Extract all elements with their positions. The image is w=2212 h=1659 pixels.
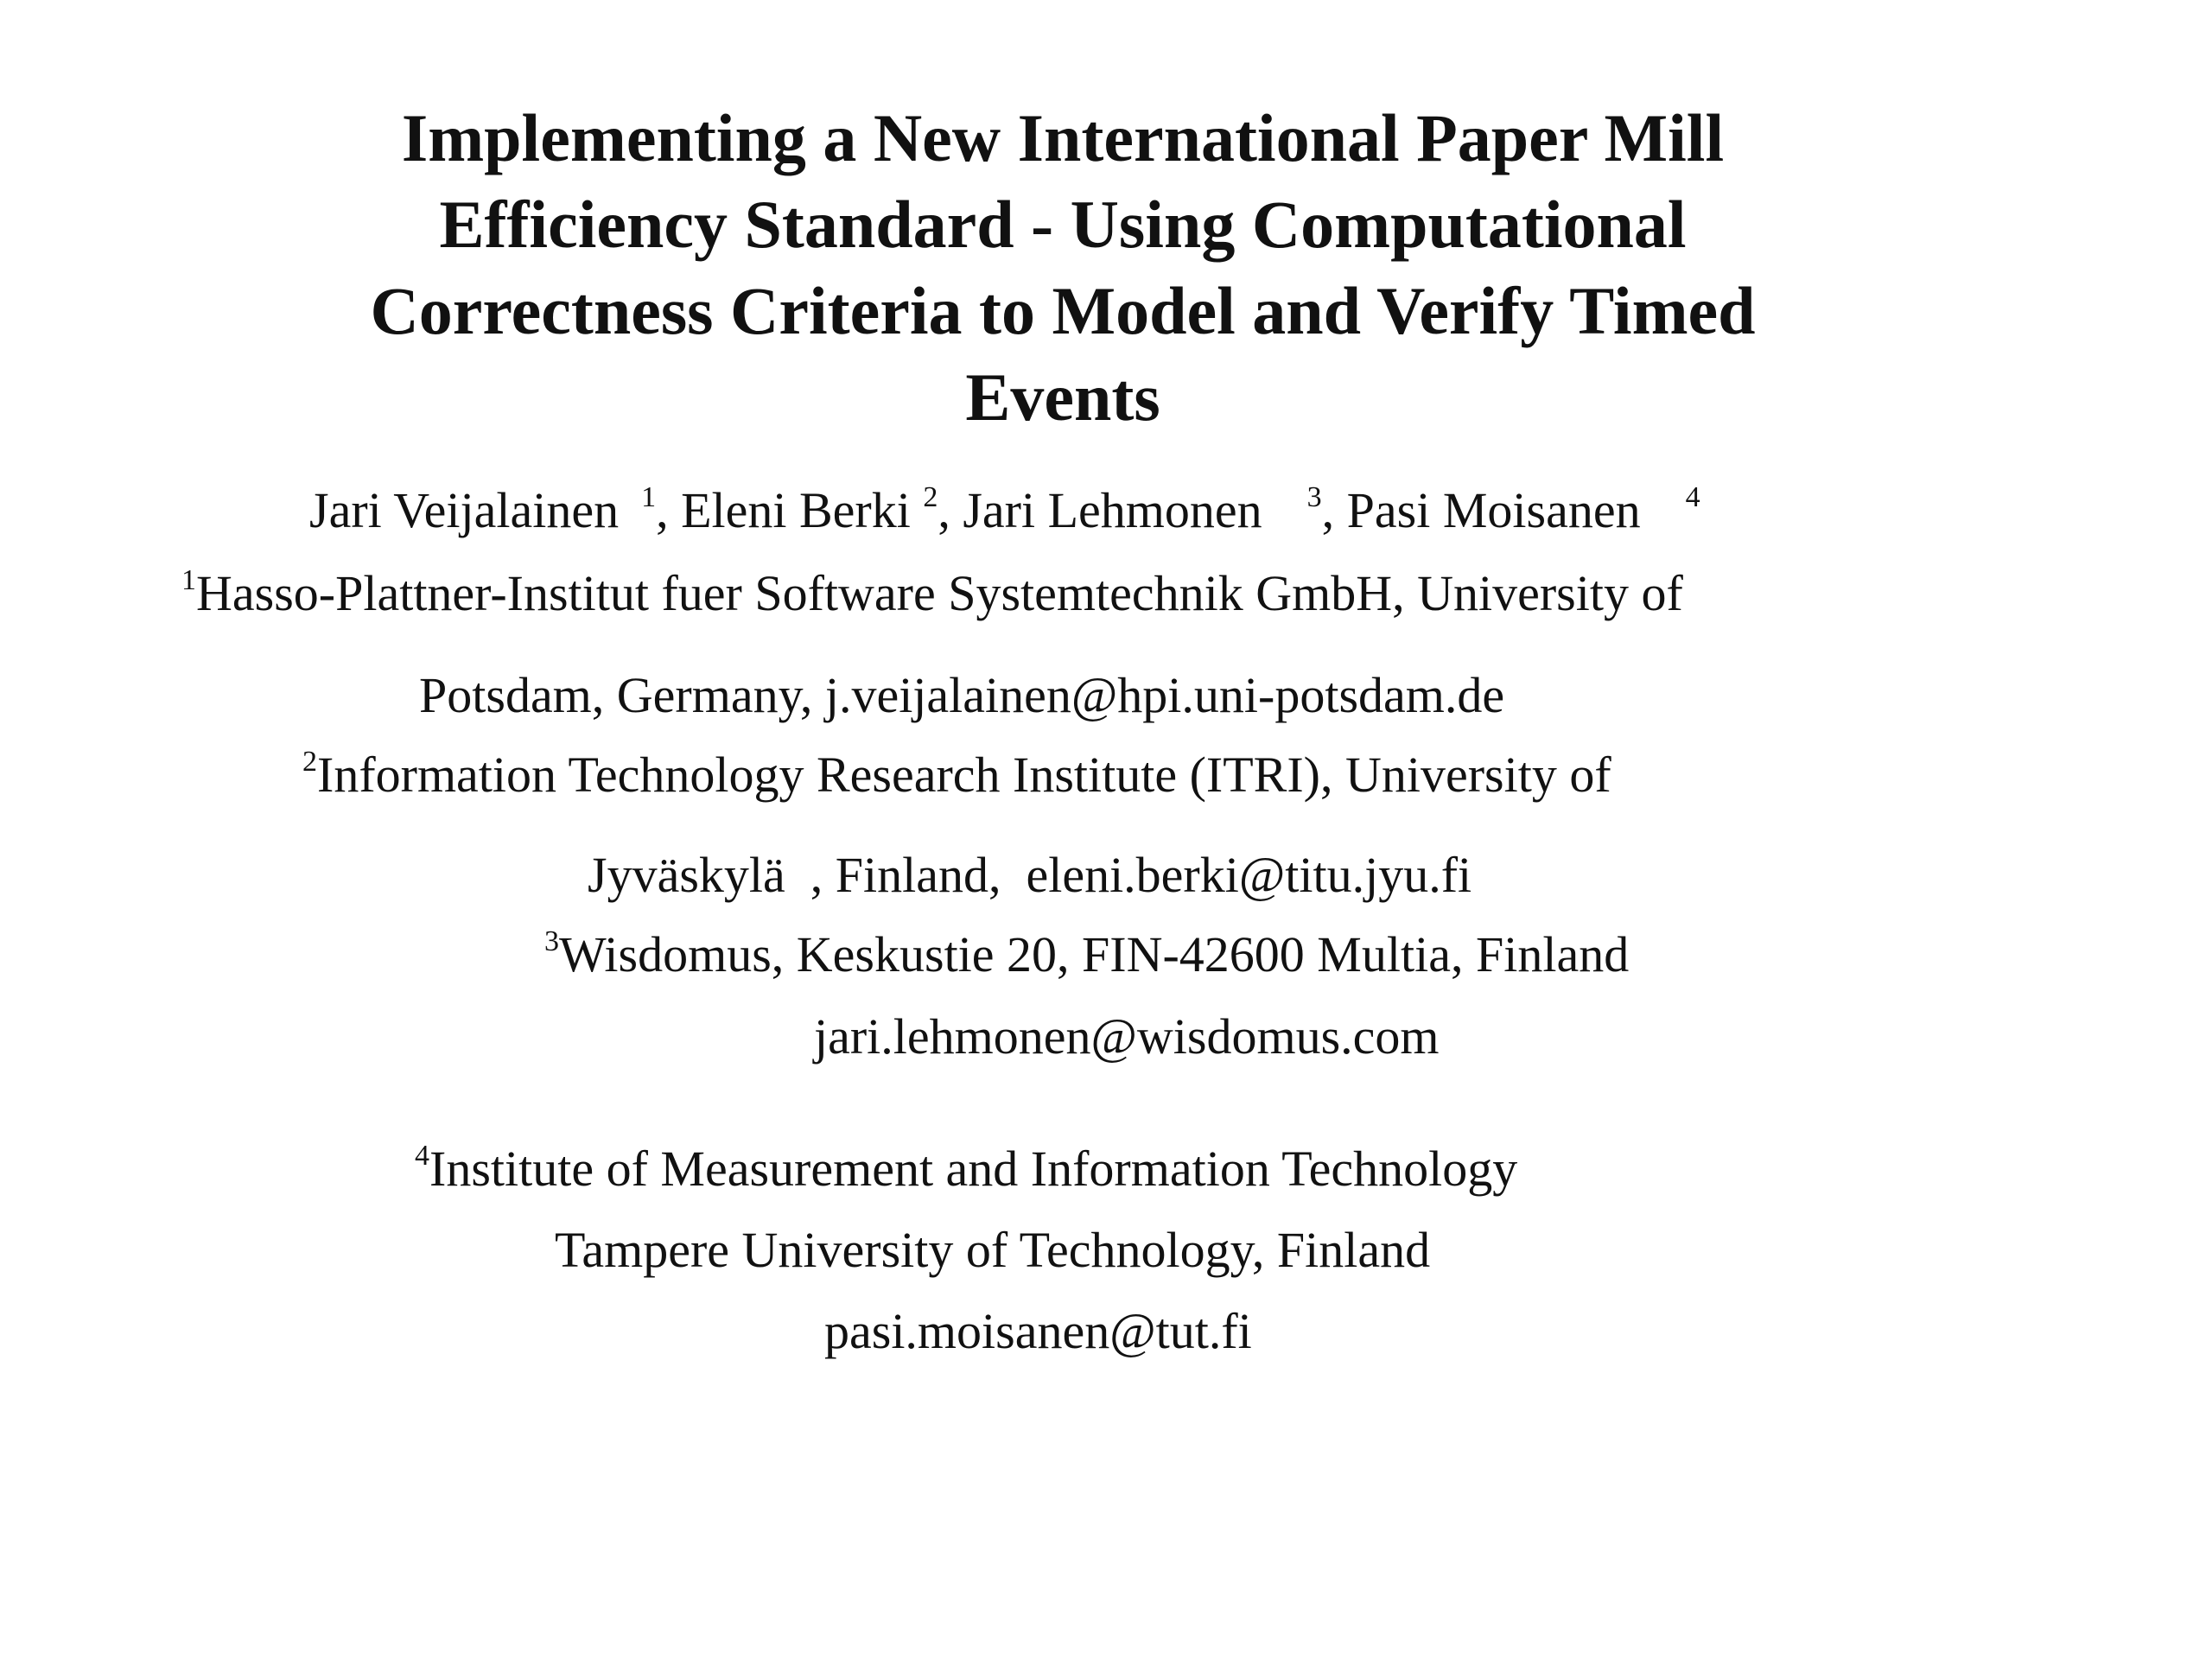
affiliation-3-line-2: jari.lehmonen@wisdomus.com	[814, 1008, 1440, 1065]
affiliation-1	[181, 563, 1683, 624]
affiliation-2	[302, 745, 1611, 805]
affiliation-mark: 1	[181, 564, 196, 596]
affiliation-mark: 3	[544, 925, 559, 957]
title-line: Implementing a New International Paper Mill	[401, 100, 1725, 175]
affiliation-4-line-2: Tampere University of Technology, Finland	[555, 1222, 1431, 1278]
affiliation-text: Hasso-Plattner-Institut fuer Software Systemtechnik GmbH, University of	[196, 565, 1683, 621]
affiliation-2-line-2: Jyväskylä , Finland, eleni.berki@titu.jyu.fi	[588, 847, 1472, 903]
affiliation-1-line-2: Potsdam, Germany, j.veijalainen@hpi.uni-potsdam.de	[419, 667, 1505, 723]
author-name: Eleni Berki	[681, 482, 911, 538]
author-name: Pasi Moisanen	[1346, 482, 1641, 538]
affiliation-4-line-3: pasi.moisanen@tut.fi	[824, 1303, 1252, 1359]
title-line: Efficiency Standard - Using Computational	[439, 187, 1687, 262]
affiliation-mark: 2	[302, 746, 317, 778]
affiliation-4	[415, 1139, 1517, 1199]
author-affiliation-mark: 1	[641, 481, 657, 513]
affiliation-text: Information Technology Research Institute (ITRI), University of	[317, 747, 1611, 803]
author-affiliation-mark: 2	[923, 481, 938, 513]
affiliation-text: Wisdomus, Keskustie 20, FIN-42600 Multia, Finland	[559, 926, 1630, 982]
author-list: Jari Veijalainen $^1$, Eleni Berki $^2$, Jari Lehmonen $^3$, Pasi Moisanen $^4$	[309, 481, 1700, 538]
affiliation-3	[544, 925, 1629, 985]
paper-title	[285, 95, 1840, 441]
affiliation-text: Institute of Measurement and Information Technology	[429, 1141, 1518, 1197]
author-affiliation-mark: 3	[1306, 481, 1322, 513]
affiliation-mark: 4	[415, 1140, 429, 1172]
author-name: Jari Veijalainen	[309, 482, 620, 538]
title-line: Correctness Criteria to Model and Verify Timed	[370, 273, 1756, 348]
author-affiliation-mark: 4	[1685, 481, 1700, 513]
title-line: Events	[965, 359, 1160, 435]
author-name: Jari Lehmonen	[963, 482, 1262, 538]
